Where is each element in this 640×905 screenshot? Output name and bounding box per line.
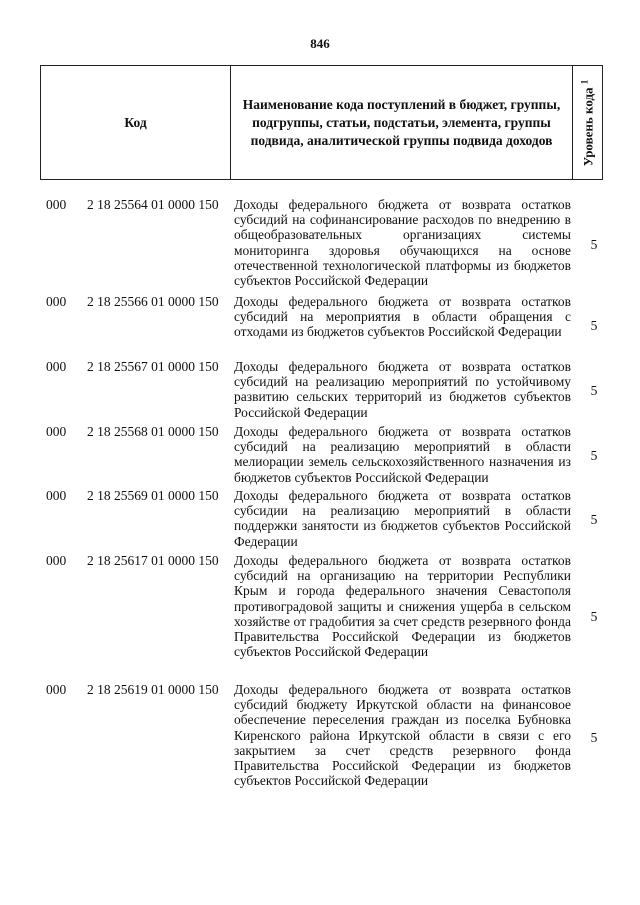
row-prefix: 000 [46,294,67,309]
row-name: Доходы федерального бюджета от возврата остатков субсидий на реализацию мероприятий по устойчивому развитию сельских территорий из бюджетов субъектов Российской Федерации [234,359,571,420]
row-level: 5 [590,730,598,745]
row-prefix: 000 [46,553,67,568]
row-code: 2 18 25566 01 0000 150 [87,294,219,309]
row-code: 2 18 25619 01 0000 150 [87,682,219,697]
row-prefix: 000 [46,424,67,439]
row-code: 2 18 25564 01 0000 150 [87,197,219,212]
row-level: 5 [590,383,598,398]
row-level: 5 [590,448,598,463]
header-name: Наименование кода поступлений в бюджет, группы, подгруппы, статьи, подстатьи, элемента, группы подвида, аналитической группы подвида доходов [231,66,573,179]
row-prefix: 000 [46,359,67,374]
row-prefix: 000 [46,488,67,503]
row-name: Доходы федерального бюджета от возврата остатков субсидий на софинансирование расходов по внедрению в общеобразовательных организациях системы мониторинга здоровья обучающихся на основе отечественной технологической платформы из бюджетов субъектов Российской Федерации [234,197,571,289]
row-name: Доходы федерального бюджета от возврата остатков субсидий бюджету Иркутской области на финансовое обеспечение переселения граждан из поселка Бубновка Киренского района Иркутской области в связи с его закрытием за счет средств резервного фонда Правительства Российской Федерации из бюджетов субъектов Российской Федерации [234,682,571,789]
row-code: 2 18 25617 01 0000 150 [87,553,219,568]
row-code: 2 18 25569 01 0000 150 [87,488,219,503]
header-level-label: Уровень кода [580,86,596,166]
row-prefix: 000 [46,197,67,212]
row-level: 5 [590,609,598,624]
page-number: 846 [310,36,330,51]
row-code: 2 18 25567 01 0000 150 [87,359,219,374]
row-level: 5 [590,318,598,333]
row-name: Доходы федерального бюджета от возврата остатков субсидии на реализацию мероприятий в области поддержки занятости из бюджетов субъектов Российской Федерации [234,488,571,549]
row-name: Доходы федерального бюджета от возврата остатков субсидий на мероприятия в области обращения с отходами из бюджетов субъектов Российской Федерации [234,294,571,340]
header-code: Код [41,66,231,179]
row-level: 5 [590,237,598,252]
row-code: 2 18 25568 01 0000 150 [87,424,219,439]
row-name: Доходы федерального бюджета от возврата остатков субсидий на организацию на территории Республики Крым и города федерального значения Севастополя противоградовой защиты и снижения ущерба в сельском хозяйстве от градобития за счет средств резервного фонда Правительства Российской Федерации из бюджетов субъектов Российской Федерации [234,553,571,660]
header-level-footnote: 1 [578,79,589,84]
row-name: Доходы федерального бюджета от возврата остатков субсидий на реализацию мероприятий в области мелиорации земель сельскохозяйственного назначения из бюджетов субъектов Российской Федерации [234,424,571,485]
row-prefix: 000 [46,682,67,697]
row-level: 5 [590,512,598,527]
